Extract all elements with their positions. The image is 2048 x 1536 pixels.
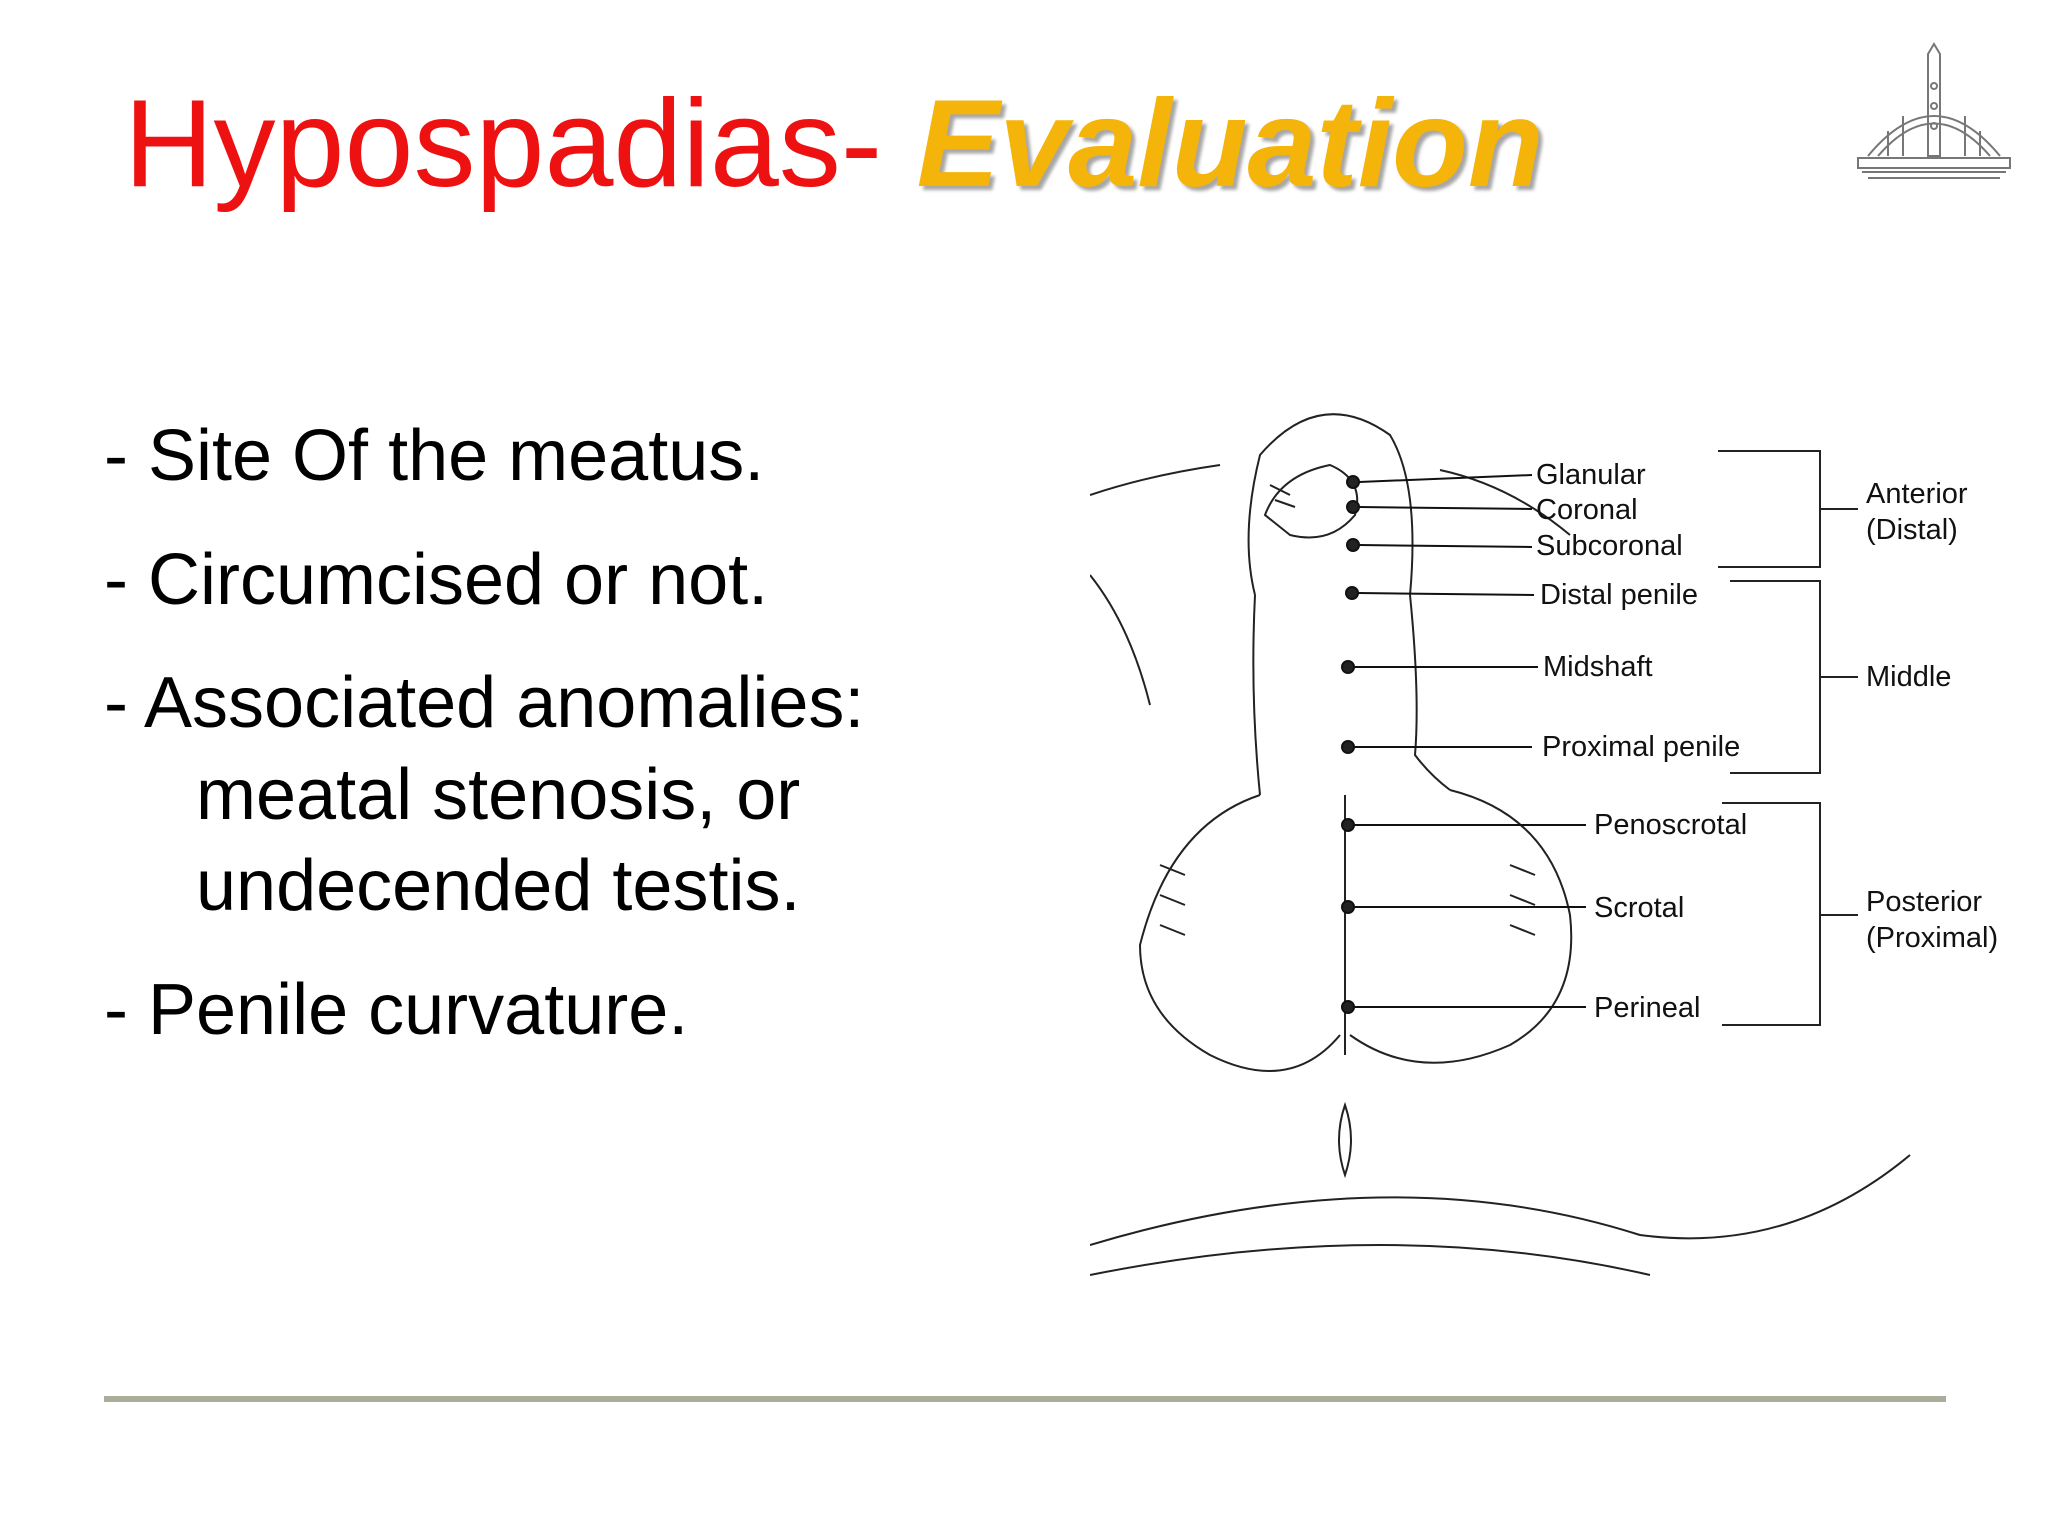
meatus-site-diagram xyxy=(1090,395,2040,1295)
site-label-midshaft: Midshaft xyxy=(1543,651,1653,683)
group-label-posterior: Posterior xyxy=(1866,886,1983,918)
group-label-middle: Middle xyxy=(1866,661,1952,693)
bullet-item: - Site Of the meatus. xyxy=(104,416,765,496)
bullet-item-text: - Associated anomalies: xyxy=(104,663,865,744)
bullet-item xyxy=(104,657,1004,934)
group-label-posterior-sub: (Proximal) xyxy=(1866,922,1999,954)
bullet-item: - Penile curvature. xyxy=(104,969,689,1050)
site-label-subcoronal: Subcoronal xyxy=(1536,530,1683,562)
site-label-perineal: Perineal xyxy=(1594,992,1701,1024)
anatomy-sketch xyxy=(1090,414,1910,1275)
site-label-proximal-penile: Proximal penile xyxy=(1542,731,1741,763)
bullet-continuation: undecended testis. xyxy=(196,846,801,927)
group-label-anterior: Anterior xyxy=(1866,478,1968,510)
group-label-anterior-sub: (Distal) xyxy=(1866,514,1958,546)
title-main: Hypospadias- xyxy=(124,75,917,213)
bullet-item: - Circumcised or not. xyxy=(104,539,769,620)
footer-divider xyxy=(104,1396,1946,1402)
site-label-coronal: Coronal xyxy=(1536,494,1638,526)
bullet-list xyxy=(104,410,1004,1088)
bullet-continuation: meatal stenosis, or xyxy=(196,754,801,835)
university-logo xyxy=(1848,36,2020,194)
site-label-glanular: Glanular xyxy=(1536,459,1646,491)
title-emphasis: Evaluation xyxy=(916,75,1544,213)
site-label-distal-penile: Distal penile xyxy=(1540,579,1698,611)
site-label-penoscrotal: Penoscrotal xyxy=(1594,809,1748,841)
slide-title xyxy=(124,75,1544,213)
site-label-scrotal: Scrotal xyxy=(1594,892,1685,924)
